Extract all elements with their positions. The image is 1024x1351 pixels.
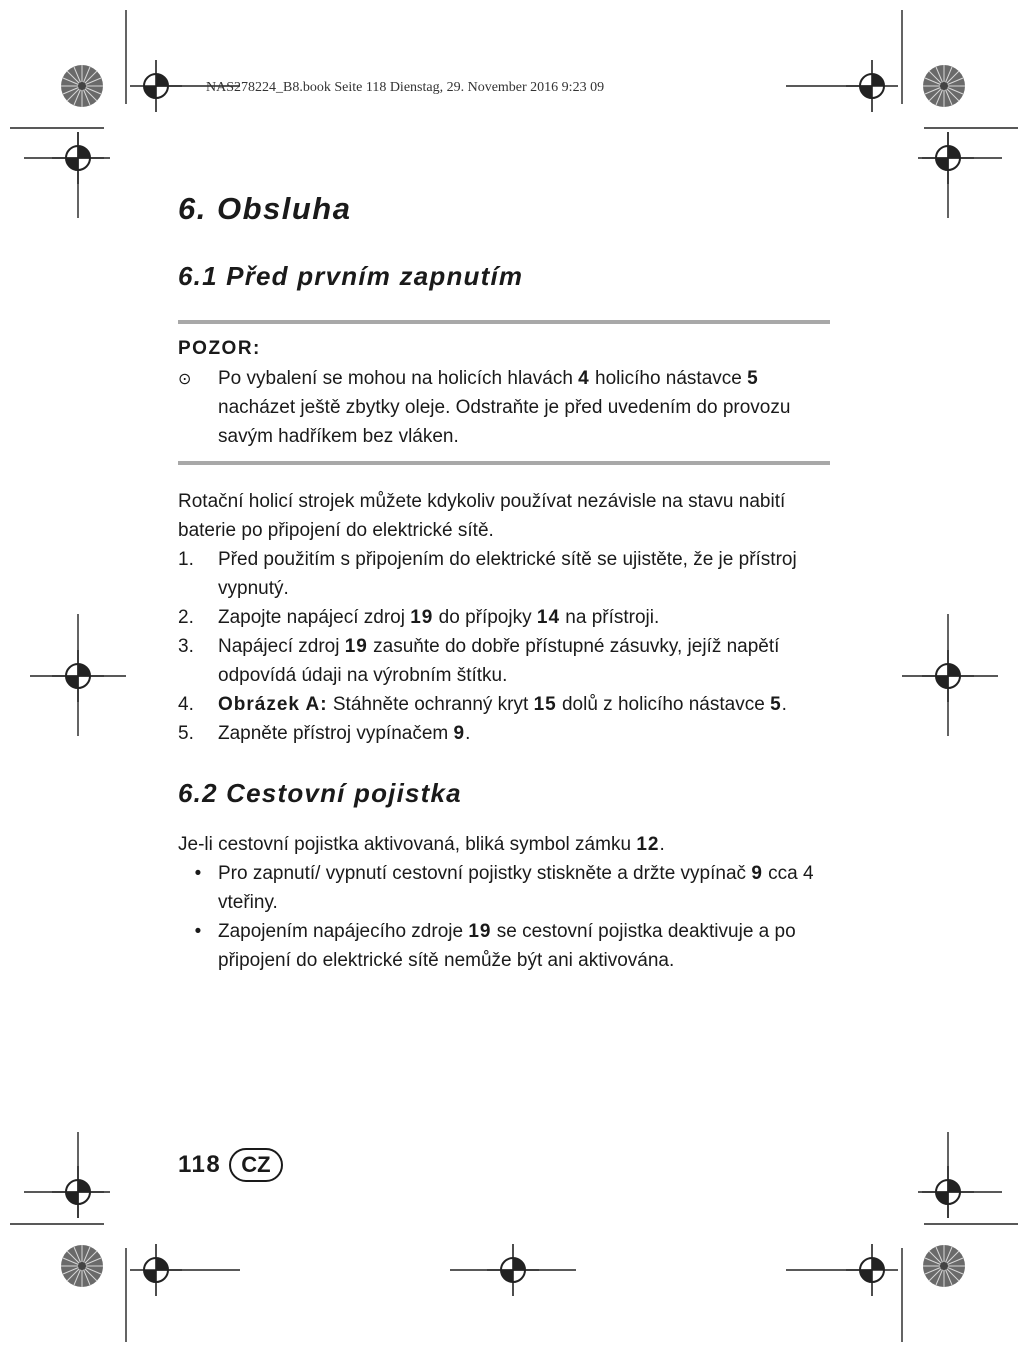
crosshair-icon (130, 1244, 182, 1296)
warning-box (178, 320, 830, 465)
warning-top-rule (178, 320, 830, 324)
crosshair-icon (130, 60, 182, 112)
print-slug-line: NAS278224_B8.book Seite 118 Dienstag, 29. November 2016 9:23 09 (206, 80, 605, 95)
warning-item (178, 364, 830, 451)
circled-dot-icon: ⊙ (178, 371, 192, 389)
travel-lock-intro: Je-li cestovní pojistka aktivovaná, bliká symbol zámku 12. (178, 833, 665, 855)
bullet-icon: • (194, 862, 202, 884)
page-footer (178, 1148, 283, 1182)
starburst-icon (923, 65, 965, 107)
intro-paragraph: Rotační holicí strojek můžete kdykoliv používat nezávisle na stavu nabití baterie po připojení do elektrické sítě. (178, 491, 786, 542)
crosshair-icon (52, 132, 104, 184)
starburst-icon (61, 1245, 103, 1287)
crosshair-icon (52, 1166, 104, 1218)
subsection-title-before-first-use: 6.1 Před prvním zapnutím (178, 261, 524, 292)
list-item: 2. Zapojte napájecí zdroj 19 do přípojky 14 na přístroji. (178, 607, 660, 629)
list-item: 5. Zapněte přístroj vypínačem 9. (178, 723, 471, 745)
starburst-icon (61, 65, 103, 107)
list-item: 1. Před použitím s připojením do elektrické sítě se ujistěte, že je přístroj vypnutý. (178, 549, 797, 600)
list-item: 3. Napájecí zdroj 19 zasuňte do dobře přístupné zásuvky, jejíž napětí odpovídá údaji na výrobním štítku. (178, 636, 780, 687)
bullet-icon: • (194, 920, 202, 942)
crosshair-icon (922, 1166, 974, 1218)
country-badge: CZ (229, 1148, 282, 1182)
crosshair-icon (52, 650, 104, 702)
page-content (178, 190, 830, 975)
figure-reference: Obrázek A: (218, 694, 328, 716)
list-item: • Pro zapnutí/ vypnutí cestovní pojistky stiskněte a držte vypínač 9 cca 4 vteřiny. (178, 859, 830, 917)
crosshair-icon (922, 650, 974, 702)
list-item: 4. Obrázek A: Stáhněte ochranný kryt 15 dolů z holicího nástavce 5. (178, 694, 787, 716)
travel-lock-bullets (178, 859, 830, 975)
crosshair-icon (922, 132, 974, 184)
crosshair-icon (487, 1244, 539, 1296)
crosshair-icon (846, 1244, 898, 1296)
starburst-icon (923, 1245, 965, 1287)
subsection-title-travel-lock: 6.2 Cestovní pojistka (178, 778, 462, 809)
warning-bottom-rule (178, 461, 830, 465)
section-title: 6. Obsluha (178, 191, 352, 226)
list-item: • Zapojením napájecího zdroje 19 se cestovní pojistka deaktivuje a po připojení do elektrické sítě nemůže být ani aktivována. (178, 917, 830, 975)
warning-label: POZOR: (178, 338, 261, 360)
crosshair-icon (846, 60, 898, 112)
steps-list (178, 545, 830, 748)
page-number: 118 (178, 1151, 222, 1178)
warning-text: Po vybalení se mohou na holicích hlavách 4 holicího nástavce 5 nacházet ještě zbytky oleje. Odstraňte je před uvedením do provozu savým hadříkem bez vláken. (218, 368, 791, 448)
